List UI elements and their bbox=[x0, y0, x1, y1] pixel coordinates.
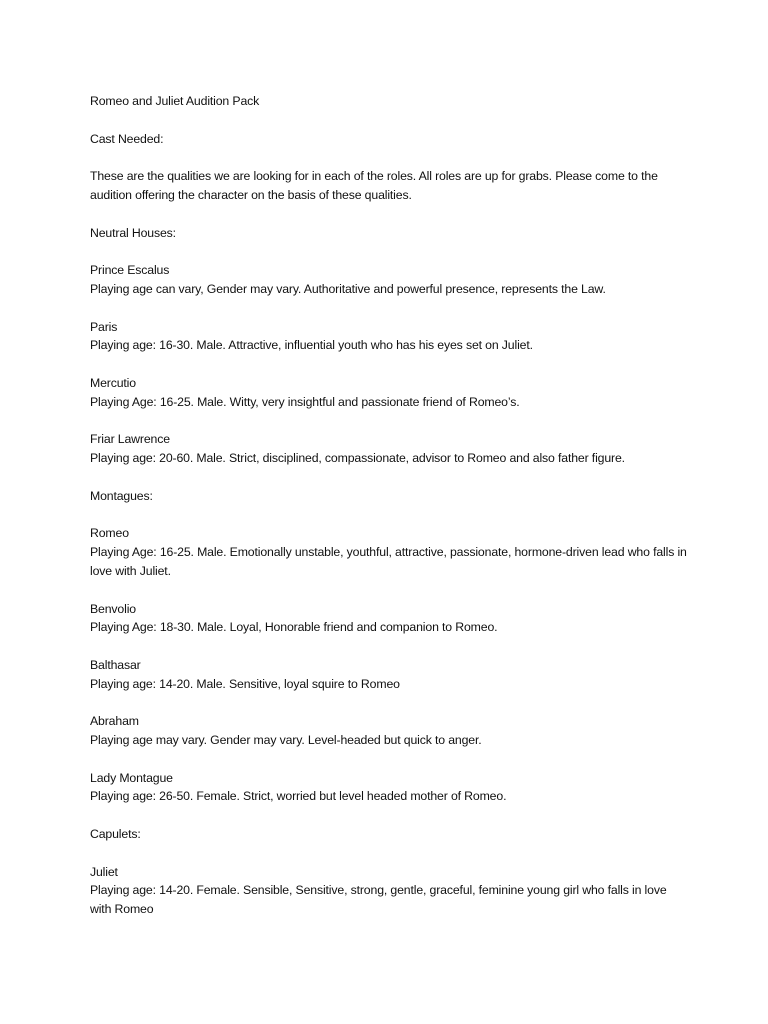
section-heading-capulets: Capulets: bbox=[90, 827, 141, 842]
role-description: Playing age: 14-20. Male. Sensitive, loyal squire to Romeo bbox=[90, 676, 400, 691]
role-romeo bbox=[90, 524, 690, 580]
role-description: Playing age: 20-60. Male. Strict, disciplined, compassionate, advisor to Romeo and also father figure. bbox=[90, 451, 625, 466]
role-balthasar bbox=[90, 656, 690, 694]
role-name: Balthasar bbox=[90, 657, 141, 672]
role-mercutio bbox=[90, 374, 690, 412]
role-description: Playing age may vary. Gender may vary. Level-headed but quick to anger. bbox=[90, 733, 482, 748]
document-title: Romeo and Juliet Audition Pack bbox=[90, 94, 260, 108]
role-name: Paris bbox=[90, 319, 118, 334]
role-abraham bbox=[90, 712, 690, 750]
role-description: Playing age: 14-20. Female. Sensible, Sensitive, strong, gentle, graceful, feminine young girl who falls in love with Romeo bbox=[90, 883, 667, 917]
role-name: Abraham bbox=[90, 714, 139, 729]
role-name: Friar Lawrence bbox=[90, 432, 170, 447]
role-name: Juliet bbox=[90, 864, 118, 879]
role-paris bbox=[90, 318, 690, 356]
role-description: Playing age: 16-30. Male. Attractive, influential youth who has his eyes set on Juliet. bbox=[90, 338, 533, 353]
role-description: Playing Age: 16-25. Male. Witty, very insightful and passionate friend of Romeo’s. bbox=[90, 394, 520, 409]
cast-heading: Cast Needed: bbox=[90, 131, 164, 146]
role-name: Mercutio bbox=[90, 375, 136, 390]
role-benvolio bbox=[90, 600, 690, 638]
section-heading-neutral: Neutral Houses: bbox=[90, 225, 176, 240]
role-lady-montague bbox=[90, 769, 690, 807]
role-name: Prince Escalus bbox=[90, 263, 170, 278]
role-juliet bbox=[90, 863, 690, 919]
document-page bbox=[90, 92, 690, 938]
role-prince-escalus bbox=[90, 261, 690, 299]
role-friar-lawrence bbox=[90, 430, 690, 468]
section-heading-montagues: Montagues: bbox=[90, 488, 153, 503]
intro-paragraph: These are the qualities we are looking for in each of the roles. All roles are up for grabs. Please come to the audition offering the character on the basis of these qualities. bbox=[90, 169, 658, 202]
role-description: Playing Age: 18-30. Male. Loyal, Honorable friend and companion to Romeo. bbox=[90, 620, 498, 635]
role-name: Benvolio bbox=[90, 601, 136, 616]
role-description: Playing age: 26-50. Female. Strict, worried but level headed mother of Romeo. bbox=[90, 789, 507, 804]
role-name: Lady Montague bbox=[90, 770, 173, 785]
role-description: Playing age can vary, Gender may vary. Authoritative and powerful presence, represents the Law. bbox=[90, 281, 606, 296]
role-name: Romeo bbox=[90, 526, 129, 541]
role-description: Playing Age: 16-25. Male. Emotionally unstable, youthful, attractive, passionate, hormone-driven lead who falls in love with Juliet. bbox=[90, 545, 687, 578]
